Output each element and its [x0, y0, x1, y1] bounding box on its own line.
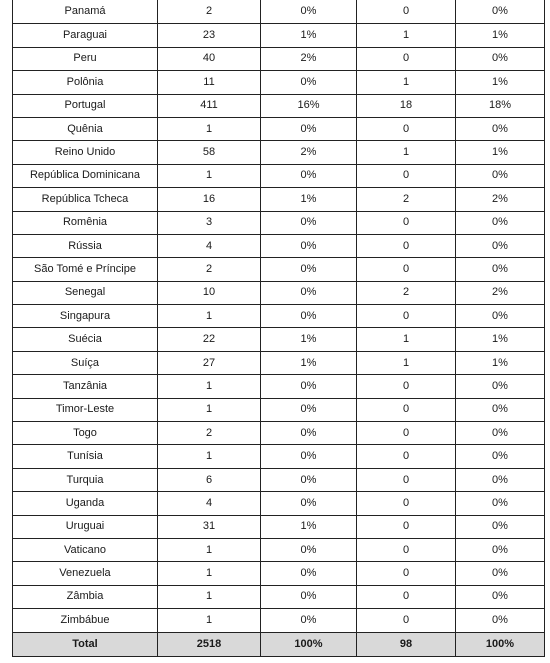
country-table [12, 0, 545, 657]
table-row [13, 562, 545, 585]
count-2-cell: 0 [357, 538, 456, 561]
country-cell: Zâmbia [13, 585, 158, 608]
percent-2-cell: 0% [456, 117, 545, 140]
percent-2-cell: 0% [456, 562, 545, 585]
percent-cell: 0% [261, 305, 357, 328]
table-row [13, 351, 545, 374]
percent-cell: 0% [261, 281, 357, 304]
table-row [13, 375, 545, 398]
count-cell: 1 [158, 538, 261, 561]
country-cell: Tunísia [13, 445, 158, 468]
count-2-cell: 0 [357, 445, 456, 468]
count-2-cell: 2 [357, 281, 456, 304]
percent-cell: 0% [261, 492, 357, 515]
table-row [13, 422, 545, 445]
percent-2-cell: 0% [456, 211, 545, 234]
percent-cell: 0% [261, 211, 357, 234]
percent-cell: 0% [261, 585, 357, 608]
total-percent: 100% [261, 632, 357, 656]
total-count-2: 98 [357, 632, 456, 656]
table-row [13, 281, 545, 304]
count-cell: 1 [158, 117, 261, 140]
count-cell: 1 [158, 445, 261, 468]
country-cell: Quênia [13, 117, 158, 140]
percent-cell: 0% [261, 609, 357, 632]
percent-2-cell: 0% [456, 445, 545, 468]
table-row [13, 71, 545, 94]
percent-cell: 0% [261, 562, 357, 585]
percent-2-cell: 1% [456, 24, 545, 47]
count-cell: 31 [158, 515, 261, 538]
count-2-cell: 18 [357, 94, 456, 117]
count-2-cell: 0 [357, 258, 456, 281]
country-cell: Polônia [13, 71, 158, 94]
count-2-cell: 1 [357, 141, 456, 164]
country-cell: Panamá [13, 0, 158, 24]
percent-cell: 1% [261, 188, 357, 211]
table-body [13, 0, 545, 656]
count-cell: 6 [158, 468, 261, 491]
percent-2-cell: 0% [456, 515, 545, 538]
percent-2-cell: 0% [456, 538, 545, 561]
count-cell: 1 [158, 305, 261, 328]
percent-cell: 0% [261, 0, 357, 24]
table-row [13, 234, 545, 257]
count-2-cell: 0 [357, 468, 456, 491]
count-cell: 10 [158, 281, 261, 304]
percent-2-cell: 0% [456, 609, 545, 632]
count-2-cell: 1 [357, 71, 456, 94]
percent-2-cell: 1% [456, 328, 545, 351]
percent-2-cell: 0% [456, 422, 545, 445]
percent-2-cell: 0% [456, 258, 545, 281]
percent-2-cell: 0% [456, 164, 545, 187]
count-2-cell: 0 [357, 422, 456, 445]
count-2-cell: 0 [357, 305, 456, 328]
country-cell: Portugal [13, 94, 158, 117]
table-row [13, 0, 545, 24]
percent-cell: 0% [261, 234, 357, 257]
count-2-cell: 0 [357, 234, 456, 257]
total-label: Total [13, 632, 158, 656]
percent-2-cell: 0% [456, 468, 545, 491]
count-cell: 411 [158, 94, 261, 117]
percent-2-cell: 0% [456, 492, 545, 515]
percent-2-cell: 0% [456, 305, 545, 328]
percent-2-cell: 0% [456, 0, 545, 24]
count-2-cell: 0 [357, 211, 456, 234]
percent-2-cell: 0% [456, 234, 545, 257]
country-cell: Suíça [13, 351, 158, 374]
percent-cell: 0% [261, 117, 357, 140]
count-cell: 2 [158, 422, 261, 445]
count-cell: 23 [158, 24, 261, 47]
country-cell: República Dominicana [13, 164, 158, 187]
country-cell: Romênia [13, 211, 158, 234]
table-row [13, 141, 545, 164]
table-row [13, 94, 545, 117]
country-cell: Rússia [13, 234, 158, 257]
percent-cell: 16% [261, 94, 357, 117]
count-cell: 1 [158, 398, 261, 421]
table-row [13, 328, 545, 351]
count-cell: 1 [158, 609, 261, 632]
country-cell: Tanzânia [13, 375, 158, 398]
table-row [13, 188, 545, 211]
table-row [13, 117, 545, 140]
count-2-cell: 0 [357, 562, 456, 585]
count-cell: 1 [158, 164, 261, 187]
percent-cell: 0% [261, 468, 357, 491]
country-cell: Paraguai [13, 24, 158, 47]
percent-cell: 0% [261, 445, 357, 468]
count-cell: 40 [158, 47, 261, 70]
total-percent-2: 100% [456, 632, 545, 656]
country-cell: Peru [13, 47, 158, 70]
percent-2-cell: 0% [456, 375, 545, 398]
percent-2-cell: 0% [456, 398, 545, 421]
count-2-cell: 0 [357, 492, 456, 515]
percent-cell: 0% [261, 538, 357, 561]
percent-cell: 0% [261, 71, 357, 94]
table-row [13, 609, 545, 632]
percent-cell: 2% [261, 47, 357, 70]
percent-2-cell: 1% [456, 351, 545, 374]
country-cell: Suécia [13, 328, 158, 351]
count-2-cell: 1 [357, 24, 456, 47]
table-row [13, 585, 545, 608]
percent-2-cell: 0% [456, 585, 545, 608]
count-2-cell: 2 [357, 188, 456, 211]
count-2-cell: 0 [357, 47, 456, 70]
count-cell: 1 [158, 585, 261, 608]
count-2-cell: 1 [357, 328, 456, 351]
count-2-cell: 0 [357, 117, 456, 140]
count-2-cell: 0 [357, 515, 456, 538]
count-2-cell: 1 [357, 351, 456, 374]
count-cell: 58 [158, 141, 261, 164]
count-2-cell: 0 [357, 585, 456, 608]
count-cell: 22 [158, 328, 261, 351]
count-2-cell: 0 [357, 609, 456, 632]
table-row [13, 538, 545, 561]
count-2-cell: 0 [357, 164, 456, 187]
country-cell: Reino Unido [13, 141, 158, 164]
percent-cell: 0% [261, 398, 357, 421]
count-cell: 3 [158, 211, 261, 234]
table-row [13, 47, 545, 70]
country-cell: Venezuela [13, 562, 158, 585]
table-row [13, 492, 545, 515]
count-cell: 4 [158, 492, 261, 515]
table-row [13, 398, 545, 421]
country-cell: República Tcheca [13, 188, 158, 211]
percent-cell: 0% [261, 258, 357, 281]
country-cell: Vaticano [13, 538, 158, 561]
table-row [13, 445, 545, 468]
country-cell: São Tomé e Príncipe [13, 258, 158, 281]
count-cell: 2 [158, 258, 261, 281]
count-2-cell: 0 [357, 375, 456, 398]
country-cell: Senegal [13, 281, 158, 304]
table-row [13, 305, 545, 328]
count-cell: 1 [158, 375, 261, 398]
count-2-cell: 0 [357, 398, 456, 421]
percent-cell: 0% [261, 164, 357, 187]
percent-2-cell: 0% [456, 47, 545, 70]
table-row [13, 24, 545, 47]
count-2-cell: 0 [357, 0, 456, 24]
count-cell: 4 [158, 234, 261, 257]
count-cell: 11 [158, 71, 261, 94]
country-cell: Timor-Leste [13, 398, 158, 421]
table-row [13, 468, 545, 491]
country-cell: Uruguai [13, 515, 158, 538]
percent-2-cell: 1% [456, 141, 545, 164]
count-cell: 16 [158, 188, 261, 211]
percent-2-cell: 1% [456, 71, 545, 94]
percent-2-cell: 18% [456, 94, 545, 117]
percent-cell: 1% [261, 515, 357, 538]
table-row [13, 211, 545, 234]
country-cell: Zimbábue [13, 609, 158, 632]
percent-cell: 1% [261, 351, 357, 374]
count-cell: 2 [158, 0, 261, 24]
percent-2-cell: 2% [456, 188, 545, 211]
country-cell: Turquia [13, 468, 158, 491]
country-cell: Uganda [13, 492, 158, 515]
percent-cell: 1% [261, 328, 357, 351]
total-row [13, 632, 545, 656]
percent-cell: 1% [261, 24, 357, 47]
table-row [13, 258, 545, 281]
country-cell: Singapura [13, 305, 158, 328]
count-cell: 27 [158, 351, 261, 374]
percent-cell: 0% [261, 375, 357, 398]
table-row [13, 164, 545, 187]
percent-2-cell: 2% [456, 281, 545, 304]
country-cell: Togo [13, 422, 158, 445]
table-row [13, 515, 545, 538]
percent-cell: 2% [261, 141, 357, 164]
total-count: 2518 [158, 632, 261, 656]
count-cell: 1 [158, 562, 261, 585]
percent-cell: 0% [261, 422, 357, 445]
